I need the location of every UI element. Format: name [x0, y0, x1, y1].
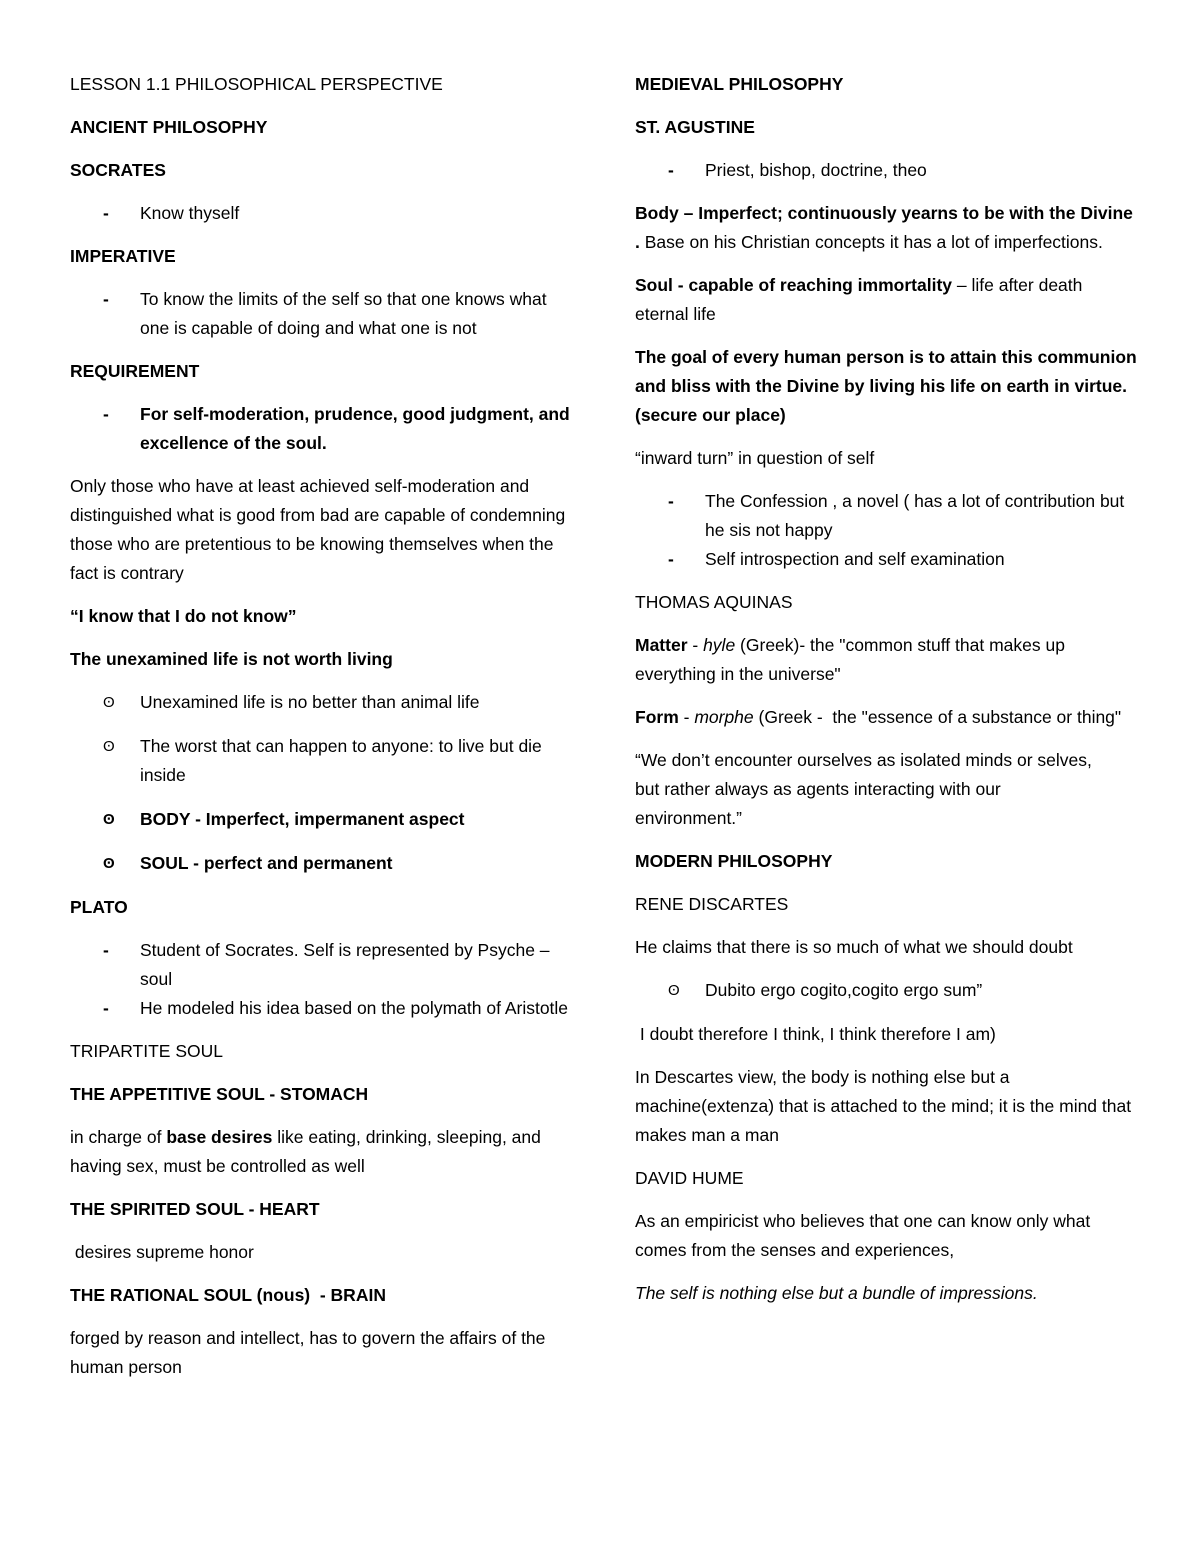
empiricist-paragraph: As an empiricist who believes that one can know only what comes from the senses and experiences,	[635, 1211, 1091, 1260]
augustine-list	[635, 156, 1140, 185]
modern-heading: MODERN PHILOSOPHY	[635, 851, 833, 871]
only-those-paragraph: Only those who have at least achieved self-moderation and distinguished what is good from bad are capable of condemning those who are pretentious to be knowing themselves when the fact is contrary	[70, 476, 566, 583]
body-paragraph: Body – Imperfect; continuously yearns to be with the Divine . Base on his Christian concepts it has a lot of imperfections.	[635, 203, 1133, 252]
descartes-view: In Descartes view, the body is nothing else but a machine(extenza) that is attached to the mind; it is the mind that makes man a man	[635, 1067, 1132, 1145]
circle-bullet-icon: ʘ	[103, 694, 115, 711]
list-item: ʘ Unexamined life is no better than animal life	[70, 688, 570, 717]
list-item: - Know thyself	[70, 199, 570, 228]
list-item: ʘ The worst that can happen to anyone: to live but die inside	[70, 732, 570, 790]
matter-paragraph: Matter - hyle (Greek)- the "common stuff that makes up everything in the universe"	[635, 635, 1065, 684]
augustine-heading: ST. AGUSTINE	[635, 117, 755, 137]
imperative-list	[70, 285, 570, 343]
list-item: - Priest, bishop, doctrine, theo	[635, 156, 1140, 185]
circle-bullet-icon: ʘ	[103, 855, 115, 872]
medieval-heading: MEDIEVAL PHILOSOPHY	[635, 74, 844, 94]
socrates-heading: SOCRATES	[70, 160, 166, 180]
imperative-heading: IMPERATIVE	[70, 246, 176, 266]
dash-bullet-icon: -	[103, 289, 109, 309]
plato-list	[70, 936, 570, 1023]
dash-bullet-icon: -	[103, 203, 109, 223]
list-item: - Student of Socrates. Self is represented by Psyche – soul	[70, 936, 570, 994]
dash-bullet-icon: -	[668, 160, 674, 180]
unexamined-heading: The unexamined life is not worth living	[70, 649, 393, 669]
i-doubt-paragraph: I doubt therefore I think, I think therefore I am)	[635, 1024, 996, 1044]
list-item: ʘ BODY - Imperfect, impermanent aspect	[70, 805, 570, 834]
list-item: - Self introspection and self examination	[635, 545, 1140, 574]
goal-paragraph: The goal of every human person is to attain this communion and bliss with the Divine by living his life on earth in virtue. (secure our place)	[635, 347, 1137, 425]
list-item: - He modeled his idea based on the polymath of Aristotle	[70, 994, 570, 1023]
dash-bullet-icon: -	[668, 549, 674, 569]
dash-bullet-icon: -	[668, 491, 674, 511]
list-item: ʘ Dubito ergo cogito,cogito ergo sum”	[635, 976, 1140, 1005]
right-column	[635, 70, 1140, 1322]
soul-paragraph: Soul - capable of reaching immortality – life after death eternal life	[635, 275, 1083, 324]
hume-heading: DAVID HUME	[635, 1168, 744, 1188]
list-item: ʘ SOUL - perfect and permanent	[70, 849, 570, 878]
lesson-title: LESSON 1.1 PHILOSOPHICAL PERSPECTIVE	[70, 74, 443, 94]
aquinas-heading: THOMAS AQUINAS	[635, 592, 793, 612]
spirited-heading: THE SPIRITED SOUL - HEART	[70, 1199, 320, 1219]
circle-bullet-icon: ʘ	[103, 811, 115, 828]
rational-heading: THE RATIONAL SOUL (nous) - BRAIN	[70, 1285, 386, 1305]
list-item: - For self-moderation, prudence, good judgment, and excellence of the soul.	[70, 400, 570, 458]
list-item: - The Confession , a novel ( has a lot of contribution but he sis not happy	[635, 487, 1140, 545]
dash-bullet-icon: -	[103, 998, 109, 1018]
confession-list	[635, 487, 1140, 574]
form-paragraph: Form - morphe (Greek - the "essence of a substance or thing"	[635, 707, 1122, 727]
tripartite-heading: TRIPARTITE SOUL	[70, 1041, 223, 1061]
dash-bullet-icon: -	[103, 940, 109, 960]
ancient-heading: ANCIENT PHILOSOPHY	[70, 117, 268, 137]
appetitive-paragraph: in charge of base desires like eating, drinking, sleeping, and having sex, must be controlled as well	[70, 1127, 541, 1176]
quote-know: “I know that I do not know”	[70, 606, 297, 626]
inward-turn: “inward turn” in question of self	[635, 448, 875, 468]
dash-bullet-icon: -	[103, 404, 109, 424]
claims-paragraph: He claims that there is so much of what we should doubt	[635, 937, 1073, 957]
rational-paragraph: forged by reason and intellect, has to govern the affairs of the human person	[70, 1328, 546, 1377]
descartes-heading: RENE DISCARTES	[635, 894, 789, 914]
socrates-list	[70, 199, 570, 228]
circle-bullet-icon: ʘ	[668, 982, 680, 999]
bundle-quote: The self is nothing else but a bundle of impressions.	[635, 1283, 1038, 1303]
circle-bullet-icon: ʘ	[103, 738, 115, 755]
appetitive-heading: THE APPETITIVE SOUL - STOMACH	[70, 1084, 369, 1104]
requirement-heading: REQUIREMENT	[70, 361, 200, 381]
spirited-paragraph: desires supreme honor	[70, 1242, 254, 1262]
left-column	[70, 70, 570, 1396]
list-item: - To know the limits of the self so that one knows what one is capable of doing and what one is not	[70, 285, 570, 343]
requirement-list	[70, 400, 570, 458]
we-dont-quote: “We don’t encounter ourselves as isolated minds or selves, but rather always as agents interacting with our environment.”	[635, 750, 1092, 828]
plato-heading: PLATO	[70, 897, 128, 917]
